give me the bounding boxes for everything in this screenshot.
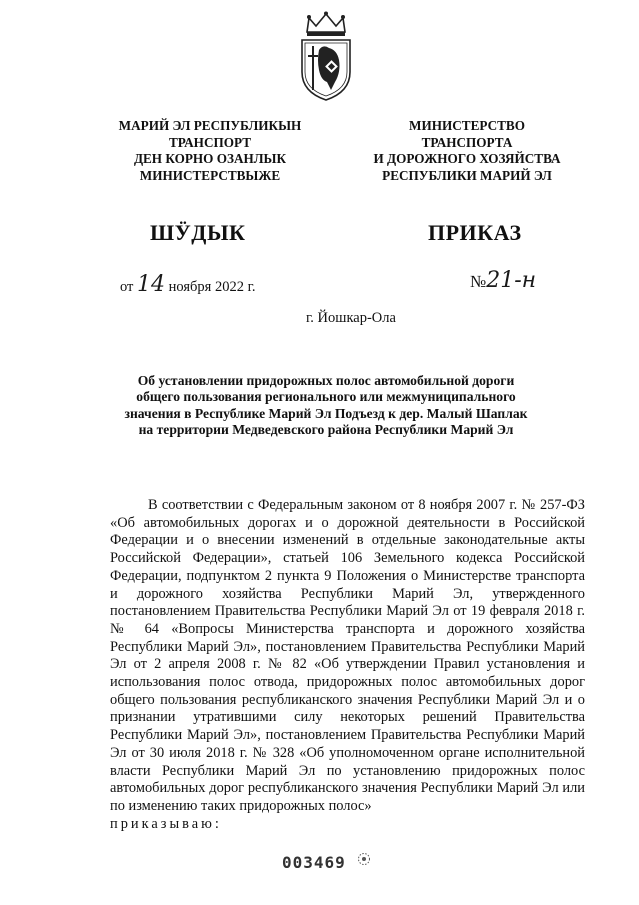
doc-type-mari: ШӰДЫК xyxy=(150,220,246,245)
doc-type-russian: ПРИКАЗ xyxy=(428,220,522,245)
order-title xyxy=(88,373,564,439)
number-sign: № xyxy=(470,272,487,291)
header-left-line: ТРАНСПОРТ xyxy=(169,134,251,150)
date-rest: ноября 2022 г. xyxy=(168,279,256,295)
city-name: г. Йошкар-Ола xyxy=(306,310,396,326)
header-right-line: ТРАНСПОРТА xyxy=(421,134,513,150)
title-line: на территории Медведевского района Республики Марий Эл xyxy=(138,422,514,438)
order-body-paragraph xyxy=(110,497,585,833)
date-day-handwritten: 14 xyxy=(137,272,166,297)
document-number xyxy=(470,268,536,293)
date-prefix: от xyxy=(120,279,134,295)
title-line: общего пользования регионального или межмуниципального xyxy=(136,389,516,405)
header-left-line: МИНИСТЕРСТВЫЖЕ xyxy=(139,167,281,183)
title-line: значения в Республике Марий Эл Подъезд к дер. Малый Шаплак xyxy=(124,405,528,421)
header-left-line: ДЕН КОРНО ОЗАНЛЫК xyxy=(133,151,287,166)
header-right-line: РЕСПУБЛИКИ МАРИЙ ЭЛ xyxy=(382,167,552,183)
document-date xyxy=(120,272,256,297)
stamp-ornament-icon xyxy=(356,851,372,867)
header-right-line: И ДОРОЖНОГО ХОЗЯЙСТВА xyxy=(373,151,561,166)
ministry-name-mari xyxy=(90,118,330,184)
number-value-handwritten: 21-н xyxy=(486,268,537,293)
header-right-line: МИНИСТЕРСТВО xyxy=(409,118,525,133)
body-text: В соответствии с Федеральным законом от 8 ноября 2007 г. № 257-ФЗ «Об автомобильных дорогах и о дорожной деятельности в Российской Федерации и о внесении изменений в отдельные законодательные акты Российской Федерации», статьей 106 Земельного кодекса Российской Федерации, подпунктом 2 пункта 9 Положения о Министерстве транспорта и дорожного хозяйства Республики Марий Эл, утвержденного постановлением Правительства Республики Марий Эл от 19 февраля 2018 г. № 64 «Вопросы Министерства транспорта и дорожного хозяйства Республики Марий Эл», постановлением Правительства Республики Марий Эл от 2 апреля 2008 г. № 82 «Об утверждении Правил установления и использования полос отвода, придорожных полос автомобильных дорог общего пользования республиканского значения Республики Марий Эл и о признании утратившими силу некоторых решений Правительства Республики Марий Эл», постановлением Правительства Республики Марий Эл от 30 июля 2018 г. № 328 «Об уполномоченном органе исполнительной власти Республики Марий Эл по установлению придорожных полос автомобильных дорог республиканского значения Республики Марий Эл или по изменению таких придорожных полос» xyxy=(110,497,585,814)
coat-of-arms-emblem xyxy=(297,10,355,102)
title-line: Об установлении придорожных полос автомобильной дороги xyxy=(137,373,515,388)
header-left-line: МАРИЙ ЭЛ РЕСПУБЛИКЫН xyxy=(118,118,302,133)
ministry-name-russian xyxy=(347,118,587,184)
serial-number-stamp: 003469 xyxy=(282,853,346,872)
order-command: приказываю: xyxy=(110,815,222,832)
